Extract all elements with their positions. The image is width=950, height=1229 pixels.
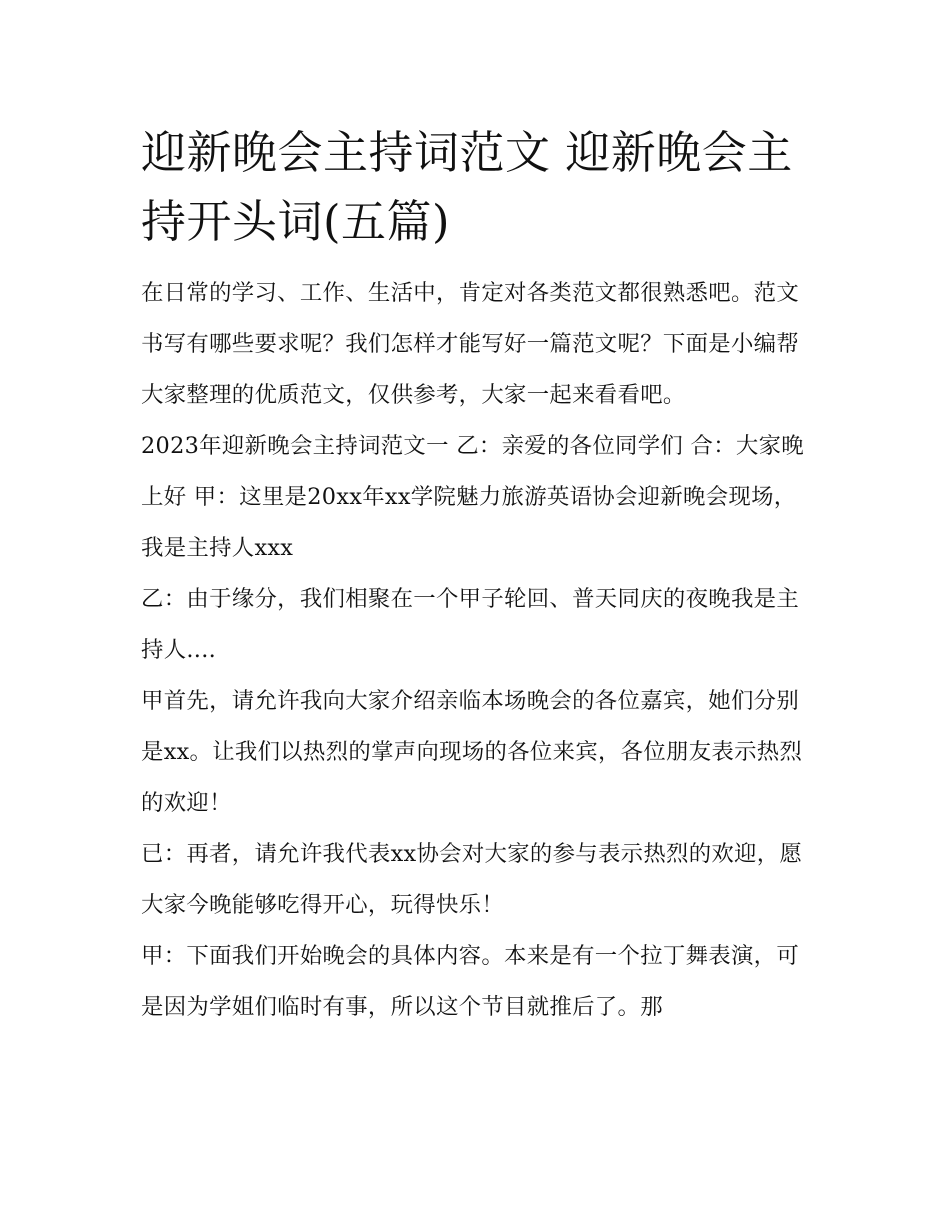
- document-title: 迎新晚会主持词范文 迎新晚会主持开头词(五篇): [141, 126, 793, 248]
- paragraph-jia-guests: 甲首先，请允许我向大家介绍亲临本场晚会的各位嘉宾，她们分别是xx。让我们以热烈的掌声向现场的各位来宾，各位朋友表示热烈的欢迎！: [141, 688, 803, 816]
- paragraph-intro: 在日常的学习、工作、生活中，肯定对各类范文都很熟悉吧。范文书写有哪些要求呢？我们怎样才能写好一篇范文呢？下面是小编帮大家整理的优质范文，仅供参考，大家一起来看看吧。: [141, 280, 800, 408]
- paragraph-yi-host: 乙：由于缘分，我们相聚在一个甲子轮回、普天同庆的夜晚我是主持人....: [141, 586, 800, 663]
- document-body: [141, 118, 816, 1033]
- paragraph-welcome: 已：再者，请允许我代表xx协会对大家的参与表示热烈的欢迎，愿大家今晚能够吃得开心，玩得快乐！: [141, 841, 803, 918]
- paragraph-opening: 2023年迎新晚会主持词范文一 乙：亲爱的各位同学们 合：大家晚上好 甲：这里是20xx年xx学院魅力旅游英语协会迎新晚会现场，我是主持人xxx: [141, 433, 804, 561]
- paragraph-program: 甲：下面我们开始晚会的具体内容。本来是有一个拉丁舞表演，可是因为学姐们临时有事，所以这个节目就推后了。那: [141, 943, 800, 1020]
